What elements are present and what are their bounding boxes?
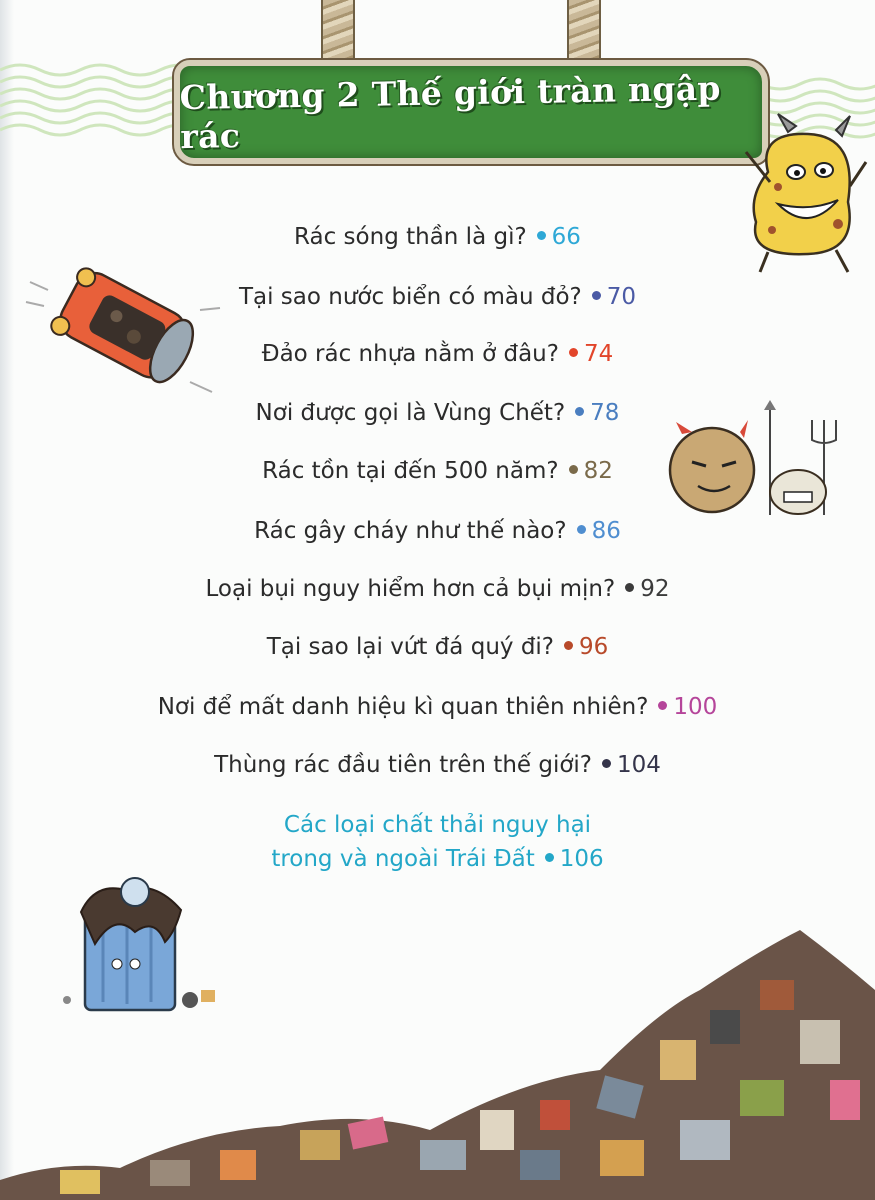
toc-special-title-line1: Các loại chất thải nguy hại xyxy=(283,812,592,838)
toc-entry-page: 86 xyxy=(591,518,621,544)
bullet-icon xyxy=(602,759,611,768)
bullet-icon xyxy=(545,853,554,862)
toc-entry-page: 96 xyxy=(579,634,609,660)
toc-entry-page: 92 xyxy=(640,576,670,602)
toc-entry-page: 104 xyxy=(617,752,661,778)
toc-entry-title: Tại sao lại vứt đá quý đi? xyxy=(266,634,555,660)
toc-special-entry-line1[interactable] xyxy=(0,812,875,838)
toc-special-page: 106 xyxy=(559,846,604,872)
toc-entry[interactable] xyxy=(0,694,875,720)
toc-entry-page: 74 xyxy=(583,341,614,367)
toc-entry-title: Rác sóng thần là gì? xyxy=(294,224,527,250)
toc-entry[interactable] xyxy=(0,634,875,660)
toc-entry-page: 66 xyxy=(551,224,581,250)
toc-entry[interactable] xyxy=(0,576,875,602)
bullet-icon xyxy=(537,231,546,240)
bullet-icon xyxy=(625,583,634,592)
toc-entry[interactable] xyxy=(0,400,875,426)
bullet-icon xyxy=(569,348,578,357)
bullet-icon xyxy=(658,701,667,710)
toc-entry-title: Rác gây cháy như thế nào? xyxy=(254,518,567,544)
bullet-icon xyxy=(577,525,586,534)
toc-entry-title: Đảo rác nhựa nằm ở đâu? xyxy=(261,341,559,367)
toc-entry-page: 70 xyxy=(606,284,637,310)
toc-special-entry-line2[interactable] xyxy=(0,846,875,872)
toc-entry[interactable] xyxy=(0,341,875,367)
bullet-icon xyxy=(592,291,601,300)
toc-entry-title: Thùng rác đầu tiên trên thế giới? xyxy=(214,752,593,778)
toc-entry[interactable] xyxy=(0,458,875,484)
toc-entry-page: 78 xyxy=(590,400,620,426)
bullet-icon xyxy=(564,641,573,650)
toc-entry-page: 100 xyxy=(673,694,718,720)
chapter-title: Chương 2 Thế giới tràn ngập rác xyxy=(179,68,722,157)
toc-entry-page: 82 xyxy=(583,458,613,484)
toc-entry[interactable] xyxy=(0,752,875,778)
toc-special-title-line2: trong và ngoài Trái Đất xyxy=(271,846,535,872)
toc-entry[interactable] xyxy=(0,518,875,544)
toc-entry-title: Loại bụi nguy hiểm hơn cả bụi mịn? xyxy=(205,576,616,602)
toc-entry-title: Nơi để mất danh hiệu kì quan thiên nhiên? xyxy=(157,694,649,720)
bullet-icon xyxy=(569,465,578,474)
toc-entry-title: Nơi được gọi là Vùng Chết? xyxy=(255,400,566,426)
toc-entry-title: Rác tồn tại đến 500 năm? xyxy=(262,458,559,484)
toc-entry-title: Tại sao nước biển có màu đỏ? xyxy=(238,284,582,310)
toc-entry[interactable] xyxy=(0,284,875,310)
toc-entry[interactable] xyxy=(0,224,875,250)
bullet-icon xyxy=(575,407,584,416)
